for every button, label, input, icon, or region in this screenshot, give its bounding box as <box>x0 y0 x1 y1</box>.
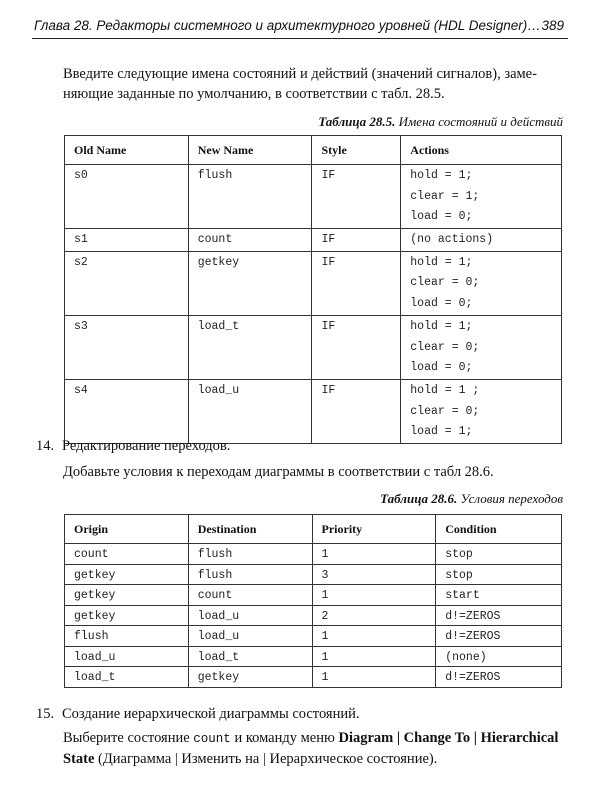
origin-cell: getkey <box>65 605 189 626</box>
origin-cell: count <box>65 544 189 565</box>
item15-text <box>63 728 563 769</box>
old-name-cell: s3 <box>74 319 88 333</box>
action-line: (no actions) <box>410 233 494 247</box>
destination-cell: load_u <box>188 605 312 626</box>
table2-caption-text: Условия переходов <box>457 491 563 506</box>
destination-cell: flush <box>188 564 312 585</box>
style-cell: IF <box>321 319 336 333</box>
priority-cell: 1 <box>312 626 436 647</box>
action-line: hold = 1; <box>410 319 473 333</box>
priority-cell: 1 <box>312 646 436 667</box>
destination-cell: flush <box>188 544 312 565</box>
new-name-cell: count <box>197 233 233 247</box>
transitions-table <box>64 514 562 688</box>
table-row <box>65 626 562 647</box>
column-header: Priority <box>312 515 436 544</box>
action-line: load = 1; <box>410 425 473 439</box>
action-line: load = 0; <box>410 210 473 224</box>
table-row <box>65 229 562 252</box>
table-header-row <box>65 136 562 165</box>
table2-caption-number: Таблица 28.6. <box>380 491 458 506</box>
intro-line-1: Введите следующие имена состояний и действий (значений сигналов), заме- <box>63 66 537 82</box>
list-number: 14. <box>36 438 55 454</box>
action-line: clear = 0; <box>410 276 480 290</box>
column-header: Old Name <box>65 136 189 165</box>
column-header: Destination <box>188 515 312 544</box>
new-name-cell: load_u <box>197 383 240 397</box>
item14-text: Добавьте условия к переходам диаграммы в соответствии с табл 28.6. <box>63 464 494 480</box>
column-header: Style <box>312 136 401 165</box>
priority-cell: 2 <box>312 605 436 626</box>
condition-cell: stop <box>436 564 562 585</box>
menu-path: Diagram | Change To | Hierarchical <box>338 730 559 746</box>
priority-cell: 1 <box>312 544 436 565</box>
priority-cell: 3 <box>312 564 436 585</box>
new-name-cell: flush <box>197 169 233 182</box>
table-row <box>65 379 562 443</box>
table1-caption-text: Имена состояний и действий <box>395 114 563 129</box>
chapter-title: Глава 28. Редакторы системного и архитектурного уровней (HDL Designer)… <box>34 18 541 33</box>
action-line: hold = 1; <box>410 169 473 182</box>
text-run: и команду меню <box>230 730 339 746</box>
table1-caption-number: Таблица 28.5. <box>318 114 396 129</box>
menu-path-continued: State <box>63 751 95 767</box>
destination-cell: count <box>188 585 312 606</box>
list-number: 15. <box>36 706 55 722</box>
action-line: load = 0; <box>410 297 473 311</box>
page-number: 389 <box>541 18 564 33</box>
style-cell: IF <box>321 383 336 397</box>
old-name-cell: s4 <box>74 383 88 397</box>
table-row <box>65 667 562 688</box>
action-line: load = 0; <box>410 361 473 375</box>
table-row <box>65 605 562 626</box>
table-row <box>65 544 562 565</box>
new-name-cell: load_t <box>197 319 240 333</box>
inline-code: count <box>193 732 231 746</box>
page-header <box>32 16 568 39</box>
condition-cell: stop <box>436 544 562 565</box>
column-header: Origin <box>65 515 189 544</box>
origin-cell: load_t <box>65 667 189 688</box>
list-item-14 <box>36 438 230 455</box>
list-item-15 <box>36 706 360 723</box>
list-item-title: Создание иерархической диаграммы состояний. <box>62 706 360 722</box>
new-name-cell: getkey <box>197 255 240 269</box>
destination-cell: load_u <box>188 626 312 647</box>
column-header: New Name <box>188 136 312 165</box>
table-row <box>65 251 562 315</box>
column-header: Condition <box>436 515 562 544</box>
table-row <box>65 646 562 667</box>
destination-cell: load_t <box>188 646 312 667</box>
table-header-row <box>65 515 562 544</box>
old-name-cell: s0 <box>74 169 88 182</box>
table1-caption <box>318 114 563 130</box>
style-cell: IF <box>321 233 336 247</box>
table-row <box>65 165 562 229</box>
action-line: clear = 1; <box>410 189 480 203</box>
action-line: hold = 1; <box>410 255 473 269</box>
old-name-cell: s2 <box>74 255 88 269</box>
text-run: Выберите состояние <box>63 730 194 746</box>
condition-cell: d!=ZEROS <box>436 605 562 626</box>
origin-cell: getkey <box>65 564 189 585</box>
states-table <box>64 135 562 444</box>
table-row <box>65 315 562 379</box>
table-row <box>65 585 562 606</box>
condition-cell: d!=ZEROS <box>436 667 562 688</box>
column-header: Actions <box>401 136 562 165</box>
priority-cell: 1 <box>312 667 436 688</box>
style-cell: IF <box>321 255 336 269</box>
old-name-cell: s1 <box>74 233 88 247</box>
table-row <box>65 564 562 585</box>
condition-cell: d!=ZEROS <box>436 626 562 647</box>
condition-cell: start <box>436 585 562 606</box>
style-cell: IF <box>321 169 336 182</box>
priority-cell: 1 <box>312 585 436 606</box>
action-line: clear = 0; <box>410 404 480 418</box>
origin-cell: flush <box>65 626 189 647</box>
intro-paragraph <box>63 64 563 104</box>
list-item-title: Редактирование переходов. <box>62 438 231 454</box>
action-line: clear = 0; <box>410 340 480 354</box>
action-line: hold = 1 ; <box>410 383 480 397</box>
table2-caption <box>380 491 563 507</box>
destination-cell: getkey <box>188 667 312 688</box>
origin-cell: load_u <box>65 646 189 667</box>
text-run: (Диаграмма | Изменить на | Иерархическое состояние). <box>94 751 438 767</box>
origin-cell: getkey <box>65 585 189 606</box>
condition-cell: (none) <box>436 646 562 667</box>
intro-line-2: няющие заданные по умолчанию, в соответствии с табл. 28.5. <box>63 86 445 102</box>
